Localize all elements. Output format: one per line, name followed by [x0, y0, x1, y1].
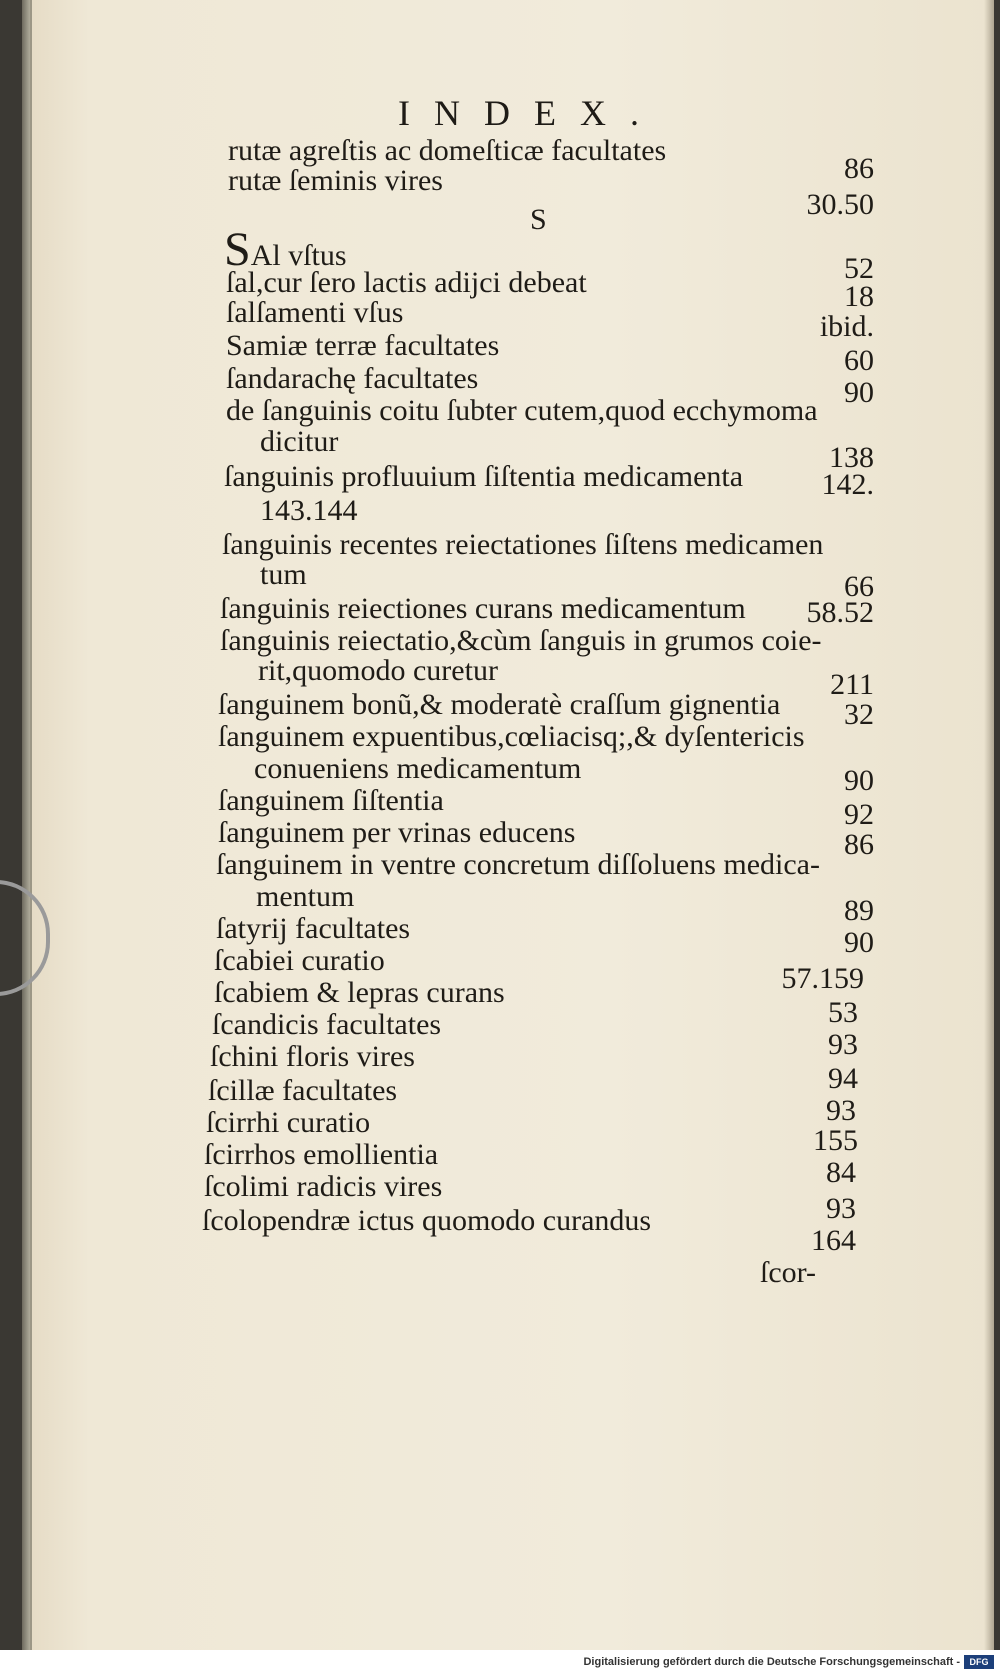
entry-text: conueniens medicamentum — [254, 752, 582, 785]
entry-text: ſcirrhos emollientia — [204, 1138, 439, 1171]
entry-page: 211 — [830, 668, 874, 701]
entry-text: de ſanguinis coitu ſubter cutem,quod ecchymoma — [226, 394, 818, 427]
entry-page: 60 — [844, 344, 874, 377]
entry-text: ſanguinem in ventre concretum diſſoluens medica- — [216, 848, 820, 881]
entry-text: rit,quomodo curetur — [258, 654, 498, 687]
entry-text: 143.144 — [260, 494, 358, 527]
entry-page: 53 — [828, 996, 858, 1029]
entry-page: 155 — [813, 1124, 858, 1157]
entry-text: ſcirrhi curatio — [206, 1106, 371, 1139]
page-header: INDEX. — [398, 93, 663, 133]
entry-page: 90 — [844, 764, 874, 797]
entry-text: ſanguinis reiectiones curans medicamentum — [220, 592, 746, 625]
entry-page: 86 — [844, 828, 874, 861]
entry-text: Samiæ terræ facultates — [226, 329, 500, 362]
entry-text: ſcolimi radicis vires — [204, 1170, 443, 1203]
entry-text: ſanguinis recentes reiectationes ſiſtens medicamen — [222, 528, 824, 561]
entry-text-rest: Al vſtus — [250, 239, 347, 272]
index-entries — [32, 0, 994, 1400]
catchword: ſcor- — [760, 1256, 817, 1289]
entry-page: 89 — [844, 894, 874, 927]
entry-text: ſanguinis profluuium ſiſtentia medicamenta — [224, 460, 744, 493]
entry-page: 86 — [844, 152, 874, 185]
entry-text: rutæ agreſtis ac domeſticæ facultates — [228, 134, 667, 167]
entry-text: ſanguinis reiectatio,&cùm ſanguis in grumos coie- — [220, 624, 822, 657]
entry-text: ſcillæ facultates — [208, 1074, 398, 1107]
entry-page: 138 — [829, 441, 874, 474]
entry-text: ſcabiei curatio — [214, 944, 385, 977]
entry-text: ſcandicis facultates — [212, 1008, 442, 1041]
entry-page: 52 — [844, 252, 874, 285]
entry-page: 93 — [828, 1028, 858, 1061]
entry-page: 30.50 — [806, 188, 874, 221]
entry-text: mentum — [256, 880, 355, 913]
entry-text: ſal,cur ſero lactis adijci debeat — [226, 266, 587, 299]
entry-page: 18 — [844, 280, 874, 313]
entry-text: ſanguinem bonũ,& moderatè craſſum gignentia — [218, 688, 781, 721]
entry-text: ſcabiem & lepras curans — [214, 976, 505, 1009]
entry-text: ſchini floris vires — [210, 1040, 415, 1073]
entry-text: tum — [260, 558, 307, 591]
entry-page: 57.159 — [781, 962, 864, 995]
entry-page: 164 — [811, 1224, 856, 1257]
entry-text: ſatyrij facultates — [216, 912, 411, 945]
entry-page: 92 — [844, 798, 874, 831]
entry-page: 94 — [828, 1062, 858, 1095]
entry-text: ſandarachę facultates — [226, 362, 479, 395]
footer-credit: Digitalisierung gefördert durch die Deutsche Forschungsgemeinschaft - — [583, 1656, 960, 1668]
dfg-logo-icon: DFG — [964, 1655, 994, 1669]
entry-page: 93 — [826, 1094, 856, 1127]
entry-page: 58.52 — [806, 596, 874, 629]
entry-page: 84 — [826, 1156, 856, 1189]
entry-page: 142. — [821, 468, 874, 501]
drop-capital: S — [224, 223, 251, 276]
entry-text: dicitur — [260, 425, 339, 458]
entry-page: 90 — [844, 926, 874, 959]
entry-page: 66 — [844, 570, 874, 603]
entry-text: ſanguinem ſiſtentia — [218, 784, 444, 817]
entry-text: ſanguinem per vrinas educens — [218, 816, 576, 849]
entry-page: 93 — [826, 1192, 856, 1225]
entry-text: ſanguinem expuentibus,cœliacisq;,& dyſentericis — [218, 720, 805, 753]
entry-page: 32 — [844, 698, 874, 731]
entry-text: ſcolopendræ ictus quomodo curandus — [202, 1204, 652, 1237]
entry-page: ibid. — [819, 310, 874, 343]
entry-text: ſalſamenti vſus — [226, 296, 404, 329]
book-page — [30, 0, 994, 1650]
footer-bar — [0, 1650, 1000, 1674]
entry-text: rutæ ſeminis vires — [228, 164, 443, 197]
section-letter: S — [530, 203, 547, 236]
entry-page: 90 — [844, 376, 874, 409]
